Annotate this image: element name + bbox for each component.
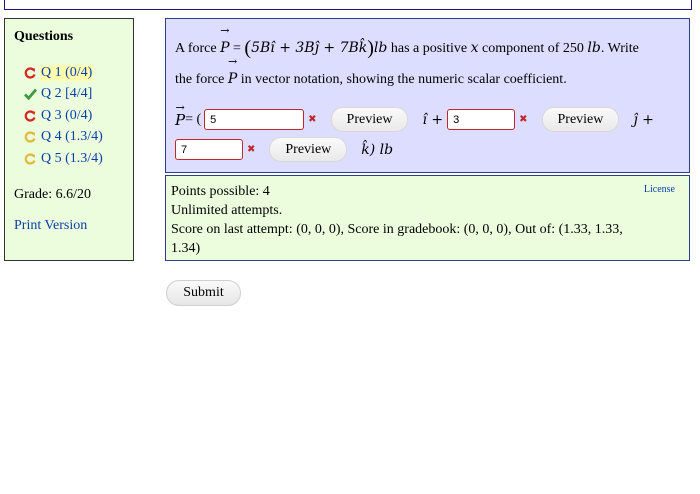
submit-button[interactable]: Submit bbox=[166, 280, 241, 306]
component-unit: lb bbox=[587, 40, 601, 56]
question-list bbox=[14, 62, 133, 170]
j-error-icon: ✖ bbox=[519, 114, 528, 125]
j-component-input[interactable] bbox=[447, 109, 515, 130]
score-text: Score on last attempt: (0, 0, 0), Score in gradebook: (0, 0, 0), Out of: (1.33, 1.33, 1.34) bbox=[171, 222, 623, 256]
question-link-2[interactable]: Q 2 [4/4] bbox=[41, 86, 93, 102]
answer-row-1 bbox=[175, 100, 689, 132]
attempted-reload-icon bbox=[23, 67, 37, 79]
axis-variable: x bbox=[470, 40, 479, 56]
question-link-4[interactable]: Q 4 (1.3/4) bbox=[41, 129, 103, 145]
question-suffix-3: . Write bbox=[600, 41, 639, 56]
line2-suffix: in vector notation, showing the numeric scalar coefficient. bbox=[240, 72, 567, 87]
print-version-link[interactable]: Print Version bbox=[14, 217, 88, 233]
points-possible: Points possible: 4 bbox=[171, 184, 270, 199]
question-link-1[interactable]: Q 1 (0/4) bbox=[41, 64, 93, 80]
question-link-5[interactable]: Q 5 (1.3/4) bbox=[41, 150, 103, 166]
question-item-2[interactable] bbox=[23, 84, 133, 106]
answer-vector-symbol: → P bbox=[175, 100, 186, 129]
j-preview-button[interactable]: Preview bbox=[542, 107, 620, 132]
question-link-3[interactable]: Q 3 (0/4) bbox=[41, 107, 93, 123]
attempted-reload-icon bbox=[23, 110, 37, 122]
question-suffix: has a positive bbox=[390, 41, 468, 56]
i-component-input[interactable] bbox=[204, 109, 304, 130]
correct-check-icon bbox=[23, 88, 37, 100]
question-panel bbox=[165, 18, 690, 173]
j-hat-label: ĵ + bbox=[633, 111, 654, 128]
k-hat-label: k̂) lb bbox=[361, 141, 394, 158]
license-link[interactable]: License bbox=[643, 184, 675, 195]
question-line-2 bbox=[175, 55, 689, 94]
k-preview-button[interactable]: Preview bbox=[269, 137, 347, 162]
partial-reload-icon bbox=[23, 153, 37, 165]
top-frame bbox=[4, 0, 692, 10]
question-prefix: A force bbox=[175, 41, 217, 56]
i-preview-button[interactable]: Preview bbox=[331, 107, 409, 132]
question-item-4[interactable] bbox=[23, 127, 133, 149]
answer-open: = ( bbox=[185, 111, 202, 127]
partial-reload-icon bbox=[23, 131, 37, 143]
question-sidebar bbox=[4, 18, 134, 261]
question-line-1: A force → P = (5Bî + 3Bĵ + 7Bk̂)lb has a positive x component of 250 lb. Write bbox=[175, 34, 689, 63]
sidebar-heading: Questions bbox=[14, 29, 74, 44]
k-error-icon: ✖ bbox=[247, 144, 256, 155]
grade-text: Grade: 6.6/20 bbox=[14, 186, 91, 202]
line2-prefix: the force bbox=[175, 72, 225, 87]
force-vector-symbol: → P bbox=[220, 24, 230, 56]
answer-row-2 bbox=[175, 137, 689, 162]
force-unit: lb bbox=[373, 40, 388, 56]
attempts-text: Unlimited attempts. bbox=[171, 203, 283, 218]
k-component-input[interactable] bbox=[175, 139, 243, 160]
score-info-panel bbox=[165, 175, 690, 261]
i-error-icon: ✖ bbox=[308, 114, 317, 125]
question-suffix-2: component of 250 bbox=[482, 41, 584, 56]
i-hat-label: î + bbox=[422, 111, 444, 128]
question-item-3[interactable] bbox=[23, 105, 133, 127]
question-item-5[interactable] bbox=[23, 148, 133, 170]
question-item-1[interactable] bbox=[23, 62, 133, 84]
force-expression: 5Bî + 3Bĵ + 7Bk̂ bbox=[251, 40, 368, 56]
equals-sign: = bbox=[233, 41, 241, 56]
force-vector-symbol-2: → P bbox=[227, 55, 238, 87]
